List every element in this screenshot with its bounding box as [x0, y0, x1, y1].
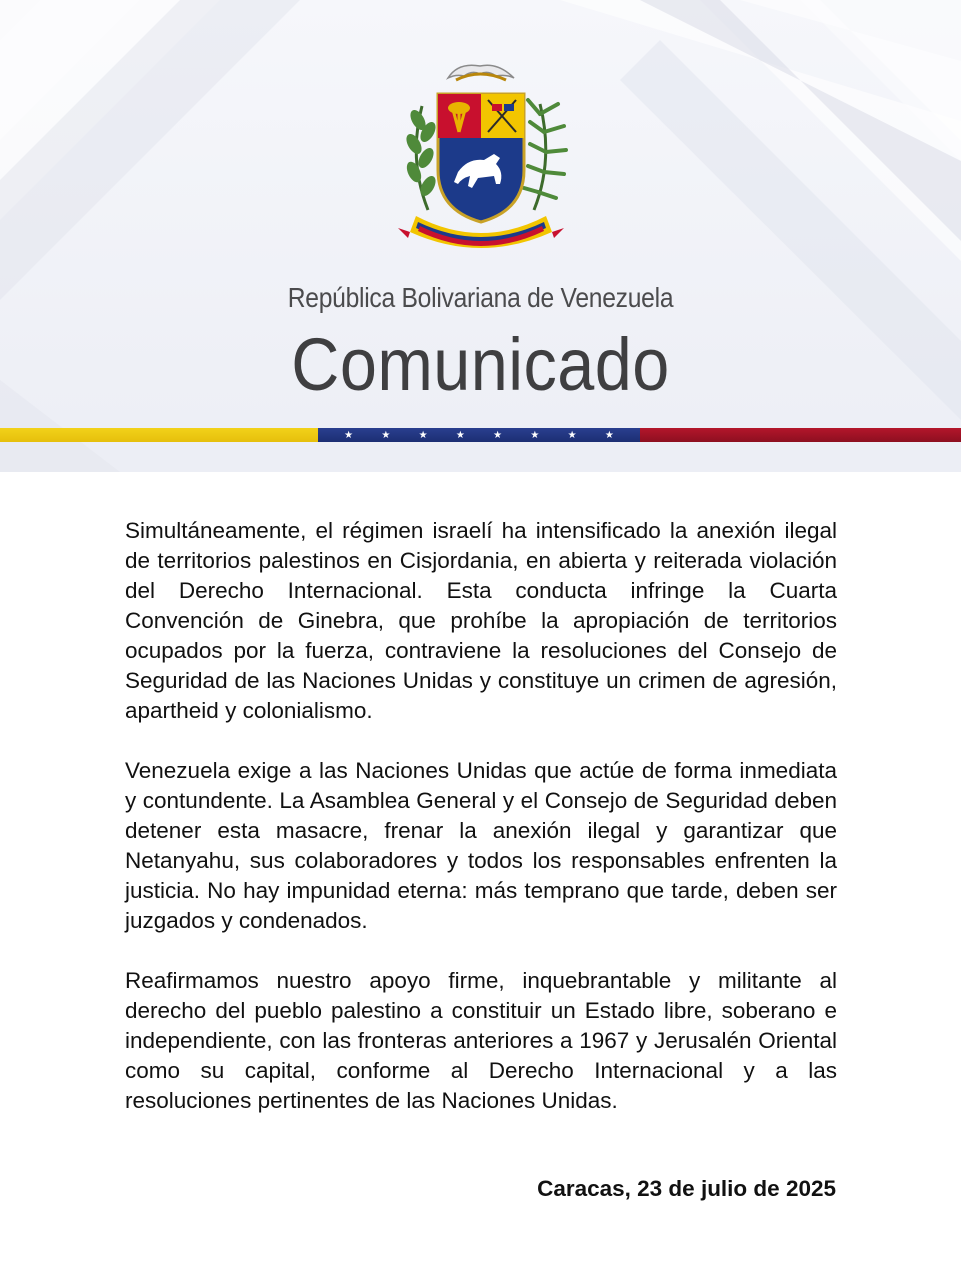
body-paragraph: Simultáneamente, el régimen israelí ha intensificado la anexión ilegal de territorios palestinos en Cisjordania, en abierta y reiterada violación del Derecho Internacional. Esta conducta infringe la Cuarta Convención de Ginebra, que prohíbe la apropiación de territorios ocupados por la fuerza, contraviene la resoluciones del Consejo de Seguridad de las Naciones Unidas y constituye un crimen de agresión, apartheid y colonialismo.	[125, 518, 837, 723]
venezuela-coat-of-arms-icon	[388, 60, 574, 256]
issuer-name: República Bolivariana de Venezuela	[287, 282, 674, 313]
document-title: Comunicado	[291, 323, 670, 406]
flag-stripe-red	[640, 428, 961, 442]
star-icon: ★	[418, 429, 428, 441]
star-icon: ★	[493, 429, 503, 441]
body-paragraph: Venezuela exige a las Naciones Unidas que actúe de forma inmediata y contundente. La Asamblea General y el Consejo de Seguridad deben detener esta masacre, frenar la anexión ilegal y garantizar que Netanyahu, sus colaboradores y todos los responsables enfrenten la justicia. No hay impunidad eterna: más temprano que tarde, deben ser juzgados y condenados.	[125, 758, 837, 933]
star-icon: ★	[530, 429, 540, 441]
star-icon: ★	[604, 429, 614, 441]
place-and-date: Caracas, 23 de julio de 2025	[537, 1176, 836, 1201]
flag-stripe-yellow	[0, 428, 318, 442]
flag-stripe	[0, 428, 961, 442]
star-icon: ★	[455, 429, 465, 441]
star-icon: ★	[344, 429, 354, 441]
flag-stars	[318, 428, 640, 442]
document-body	[125, 516, 837, 1146]
star-icon: ★	[567, 429, 577, 441]
body-paragraph: Reafirmamos nuestro apoyo firme, inquebrantable y militante al derecho del pueblo palestino a constituir un Estado libre, soberano e independiente, con las fronteras anteriores a 1967 y Jerusalén Oriental como su capital, conforme al Derecho Internacional y a las resoluciones pertinentes de las Naciones Unidas.	[125, 968, 837, 1113]
letterhead	[0, 0, 961, 472]
flag-stripe-blue	[318, 428, 640, 442]
star-icon: ★	[381, 429, 391, 441]
